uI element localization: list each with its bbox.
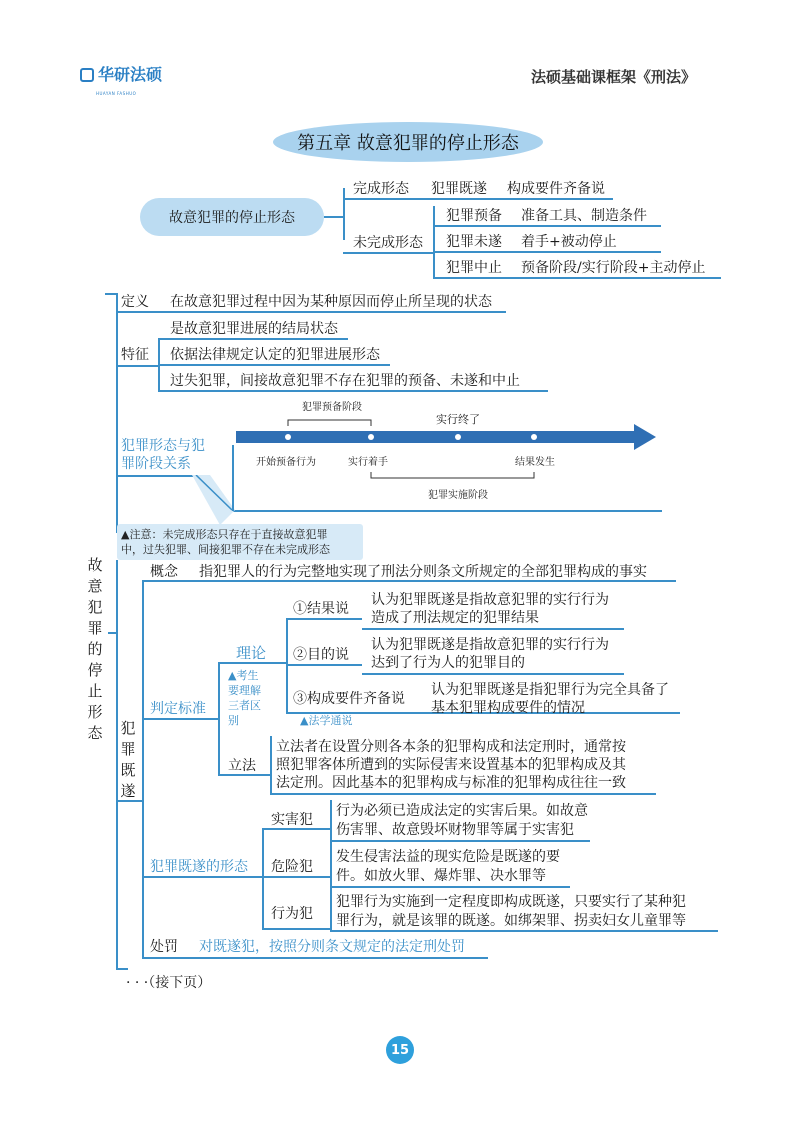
- note-box: [117, 524, 363, 560]
- complete-item: 犯罪既遂: [431, 181, 487, 197]
- theory-tip: 要理解: [228, 684, 261, 697]
- complete-desc: 构成要件齐备说: [507, 181, 605, 197]
- form-text: 件。如放火罪、爆炸罪、决水罪等: [336, 868, 546, 884]
- timeline-label: 结果发生: [515, 457, 555, 468]
- connector: [262, 876, 330, 878]
- timeline-label: 犯罪预备阶段: [302, 402, 362, 413]
- connector: [324, 216, 344, 218]
- connector: [262, 828, 264, 928]
- incomplete-item: 犯罪中止: [446, 260, 502, 276]
- connector: [116, 293, 118, 533]
- continue-note: · · ·（接下页）: [126, 975, 212, 991]
- relation-label: 罪阶段关系: [121, 456, 191, 472]
- theory-item-name: ③构成要件齐备说: [293, 691, 405, 707]
- connector: [116, 968, 128, 970]
- header-title: 法硕基础课框架《刑法》: [530, 68, 696, 86]
- connector: [330, 886, 570, 888]
- incomplete-desc: 着手+被动停止: [521, 234, 617, 250]
- connector: [142, 718, 218, 720]
- theory-item-text: 认为犯罪既遂是指犯罪行为完全具备了: [431, 682, 669, 698]
- timeline-label: 实行着手: [348, 457, 388, 468]
- theory-label: 理论: [236, 644, 267, 662]
- theory-item-text: 认为犯罪既遂是指故意犯罪的实行行为: [371, 637, 609, 653]
- theory-item-text: 造成了刑法规定的犯罪结果: [371, 610, 539, 626]
- connector: [270, 736, 272, 794]
- connector: [142, 957, 488, 959]
- connector: [158, 364, 390, 366]
- note-pointer: [180, 475, 240, 527]
- connector: [433, 277, 721, 279]
- connector: [142, 580, 144, 958]
- form-text: 犯罪行为实施到一定程度即构成既遂，只要实行了某种犯: [336, 894, 686, 910]
- logo-icon: [80, 68, 94, 82]
- connector: [218, 662, 220, 774]
- incomplete-desc: 预备阶段/实行阶段+主动停止: [521, 260, 706, 276]
- incomplete-label: 未完成形态: [353, 235, 423, 251]
- connector: [286, 618, 362, 620]
- root-node: 故意犯罪的停止形态: [140, 198, 324, 236]
- connector: [330, 800, 332, 930]
- theory-item-name: ①结果说: [293, 601, 349, 617]
- connector: [343, 198, 613, 200]
- connector: [343, 252, 433, 254]
- connector: [218, 662, 286, 664]
- connector: [232, 445, 234, 511]
- connector: [158, 338, 348, 340]
- features-label: 特征: [121, 347, 149, 363]
- punish-label: 处罚: [150, 939, 178, 955]
- connector: [116, 365, 158, 367]
- timeline-label: 开始预备行为: [256, 457, 316, 468]
- connector: [116, 560, 118, 970]
- connector: [433, 206, 435, 278]
- concept-label: 概念: [150, 564, 178, 580]
- connector: [232, 510, 662, 512]
- connector: [262, 928, 330, 930]
- feature-item: 是故意犯罪进展的结局状态: [170, 321, 338, 337]
- form-text: 行为必须已造成法定的实害后果。如故意: [336, 803, 588, 819]
- connector: [108, 632, 116, 634]
- standard-label: 判定标准: [150, 701, 206, 717]
- theory-item-text: 基本犯罪构成要件的情况: [431, 700, 585, 716]
- note-line: ▲注意：未完成形态只存在于直接故意犯罪: [121, 528, 328, 541]
- form-name: 危险犯: [271, 859, 313, 875]
- connector: [330, 930, 718, 932]
- timeline-label: 实行终了: [436, 413, 480, 426]
- connector: [116, 311, 506, 313]
- form-text: 发生侵害法益的现实危险是既遂的要: [336, 849, 560, 865]
- connector: [362, 628, 624, 630]
- theory-item-text: 达到了行为人的犯罪目的: [371, 655, 525, 671]
- form-name: 行为犯: [271, 906, 313, 922]
- punish-text: 对既遂犯，按照分则条文规定的法定刑处罚: [199, 939, 465, 955]
- legislation-text: 立法者在设置分则各本条的犯罪构成和法定刑时，通常按: [276, 739, 626, 755]
- tongshuo-tip: ▲法学通说: [300, 714, 353, 727]
- theory-item-name: ②目的说: [293, 647, 349, 663]
- incomplete-desc: 准备工具、制造条件: [521, 208, 647, 224]
- connector: [286, 618, 288, 714]
- connector: [286, 664, 362, 666]
- logo-subtext: HUAYAN FASHUO: [96, 91, 137, 96]
- legislation-text: 法定刑。因此基本的犯罪构成与标准的犯罪构成往往一致: [276, 775, 626, 791]
- page-number: 15: [386, 1036, 414, 1064]
- relation-label: 犯罪形态与犯: [121, 438, 205, 454]
- note-line: 中，过失犯罪、间接犯罪不存在未完成形态: [121, 543, 330, 556]
- jisui-label: 犯罪既遂: [120, 719, 136, 800]
- theory-item-text: 认为犯罪既遂是指故意犯罪的实行行为: [371, 592, 609, 608]
- connector: [270, 793, 656, 795]
- definition-label: 定义: [121, 294, 149, 310]
- connector: [330, 840, 590, 842]
- definition-text: 在故意犯罪过程中因为某种原因而停止所呈现的状态: [170, 294, 492, 310]
- legislation-label: 立法: [228, 758, 256, 774]
- logo-text: 华研法硕: [98, 65, 163, 84]
- feature-item: 依据法律规定认定的犯罪进展形态: [170, 347, 380, 363]
- form-text: 罪行为，就是该罪的既遂。如绑架罪、拐卖妇女儿童罪等: [336, 913, 686, 929]
- connector: [158, 390, 548, 392]
- side-title: 故意犯罪的停止形态: [87, 556, 103, 742]
- form-text: 伤害罪、故意毁坏财物罪等属于实害犯: [336, 822, 574, 838]
- theory-tip: ▲考生: [228, 669, 259, 682]
- concept-text: 指犯罪人的行为完整地实现了刑法分则条文所规定的全部犯罪构成的事实: [199, 564, 647, 580]
- chapter-title: 第五章 故意犯罪的停止形态: [273, 122, 543, 162]
- complete-label: 完成形态: [353, 181, 409, 197]
- incomplete-item: 犯罪预备: [446, 208, 502, 224]
- connector: [343, 188, 345, 240]
- incomplete-item: 犯罪未遂: [446, 234, 502, 250]
- forms-label: 犯罪既遂的形态: [150, 859, 248, 875]
- connector: [433, 225, 661, 227]
- legislation-text: 照犯罪客体所遭到的实际侵害来设置基本的犯罪构成及其: [276, 757, 626, 773]
- connector: [362, 673, 624, 675]
- connector: [116, 800, 142, 802]
- theory-tip: 别: [228, 714, 239, 727]
- theory-tip: 三者区: [228, 699, 261, 712]
- connector: [142, 876, 262, 878]
- connector: [433, 251, 661, 253]
- feature-item: 过失犯罪，间接故意犯罪不存在犯罪的预备、未遂和中止: [170, 373, 520, 389]
- timeline-label: 犯罪实施阶段: [428, 490, 488, 501]
- form-name: 实害犯: [271, 812, 313, 828]
